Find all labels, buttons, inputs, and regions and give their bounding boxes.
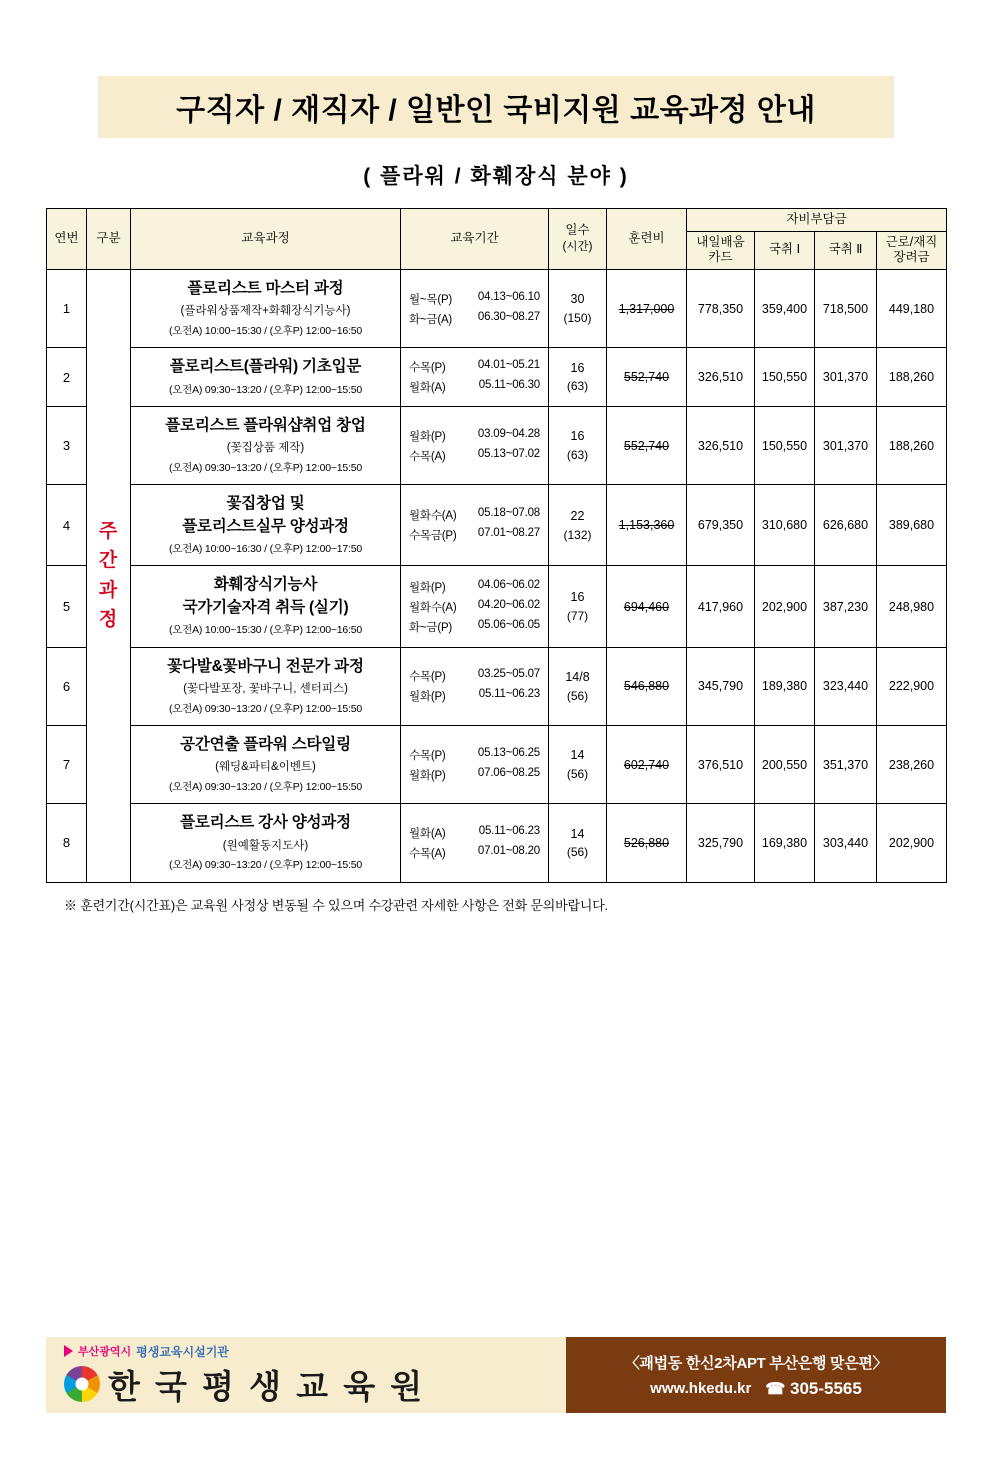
cell-fee	[607, 269, 687, 347]
cell-gov2: 301,370	[815, 406, 877, 484]
day-count: 14/8	[565, 669, 590, 684]
fee-value: 1,153,360	[618, 518, 675, 533]
period-dates: 05.13~07.02	[477, 447, 540, 460]
cell-no: 3	[47, 406, 87, 484]
period-row	[405, 617, 544, 637]
hour-count: (56)	[566, 767, 589, 781]
cell-division	[87, 269, 131, 882]
cell-days	[549, 348, 607, 407]
cell-fee	[607, 566, 687, 647]
th-card-main: 내일배움	[696, 234, 745, 249]
cell-card: 345,790	[687, 647, 755, 725]
course-subtitle: (꽃다발포장, 꽃바구니, 센터피스)	[183, 683, 348, 696]
table-row	[47, 485, 947, 566]
period-row	[405, 823, 544, 843]
cell-fee	[607, 647, 687, 725]
cell-no: 5	[47, 566, 87, 647]
cell-course	[131, 725, 401, 803]
course-time: (오전A) 10:00~15:30 / (오후P) 12:00~16:50	[168, 325, 363, 338]
course-time: (오전A) 09:30~13:20 / (오후P) 12:00~15:50	[168, 702, 363, 715]
cell-card: 778,350	[687, 269, 755, 347]
cell-course	[131, 485, 401, 566]
cell-gov2: 718,500	[815, 269, 877, 347]
hour-count: (132)	[563, 527, 592, 542]
period-row	[405, 289, 544, 309]
cell-days	[549, 566, 607, 647]
course-time: (오전A) 09:30~13:20 / (오후P) 12:00~15:50	[168, 462, 363, 475]
period-days: 월화(P)	[409, 691, 446, 704]
logo-caption	[64, 1343, 566, 1360]
cell-days	[549, 269, 607, 347]
period-dates: 04.01~05.21	[477, 359, 540, 372]
course-time: (오전A) 09:30~13:20 / (오후P) 12:00~15:50	[168, 383, 363, 396]
cell-gov2: 351,370	[815, 725, 877, 803]
cell-days	[549, 485, 607, 566]
course-name: 공간연출 플라워 스타일링	[180, 735, 351, 753]
day-count: 16	[570, 590, 585, 605]
hour-count: (56)	[566, 688, 589, 703]
table-row	[47, 566, 947, 647]
table-row	[47, 348, 947, 407]
cell-fee	[607, 485, 687, 566]
fee-value: 552,740	[623, 370, 670, 385]
cell-days	[549, 725, 607, 803]
cell-gov2: 626,680	[815, 485, 877, 566]
fee-value: 526,880	[623, 835, 670, 850]
cell-no: 2	[47, 348, 87, 407]
period-days: 월~목(P)	[409, 293, 453, 306]
course-time: (오전A) 10:00~16:30 / (오후P) 12:00~17:50	[168, 543, 363, 556]
footer-contact-area	[566, 1337, 946, 1413]
cell-no: 8	[47, 804, 87, 882]
day-count: 14	[570, 826, 585, 841]
cell-gov1: 202,900	[755, 566, 815, 647]
period-days: 화~금(A)	[409, 313, 453, 326]
period-days: 월화(P)	[409, 430, 446, 443]
cell-gov2: 387,230	[815, 566, 877, 647]
footer	[46, 1337, 946, 1413]
cell-course	[131, 566, 401, 647]
cell-no: 6	[47, 647, 87, 725]
course-name: 플로리스트 마스터 과정	[187, 279, 344, 297]
day-count: 30	[570, 292, 585, 307]
period-days: 월화수(A)	[409, 510, 457, 523]
organization-name: 한 국 평 생 교 육 원	[108, 1367, 426, 1405]
th-work-sub: 장려금	[893, 250, 930, 265]
cell-period	[401, 269, 549, 347]
th-course: 교육과정	[131, 209, 401, 270]
logo-caption-city: 부산광역시	[78, 1346, 132, 1358]
course-time: (오전A) 09:30~13:20 / (오후P) 12:00~15:50	[168, 859, 363, 872]
footer-address: 〈괘법동 한신2차APT 부산은행 맞은편〉	[624, 1354, 888, 1372]
course-name: 플로리스트 강사 양성과정	[180, 814, 351, 832]
cell-period	[401, 804, 549, 882]
cell-period	[401, 348, 549, 407]
page-title: 구직자 / 재직자 / 일반인 국비지원 교육과정 안내	[176, 94, 816, 127]
period-days: 수목(P)	[409, 749, 446, 762]
cell-card: 376,510	[687, 725, 755, 803]
day-count: 14	[570, 748, 585, 763]
day-count: 16	[570, 360, 585, 375]
period-days: 월화(P)	[409, 769, 446, 782]
cell-work: 248,980	[877, 566, 947, 647]
table-row	[47, 647, 947, 725]
logo-main	[64, 1361, 566, 1408]
cell-card: 326,510	[687, 348, 755, 407]
course-name: 플로리스트 플라워샵취업 창업	[165, 416, 366, 434]
cell-days	[549, 804, 607, 882]
table-row	[47, 725, 947, 803]
cell-course	[131, 269, 401, 347]
fee-value: 694,460	[623, 599, 670, 614]
cell-gov2: 303,440	[815, 804, 877, 882]
th-selfpay-group: 자비부담금	[687, 209, 947, 232]
period-dates: 06.30~08.27	[477, 310, 540, 323]
th-card	[687, 231, 755, 269]
fee-value: 1,317,000	[618, 301, 675, 316]
division-char: 과	[98, 579, 119, 601]
footnote: ※ 훈련기간(시간표)은 교육원 사정상 변동될 수 있으며 수강관련 자세한 사항은 전화 문의바랍니다.	[64, 897, 608, 913]
cell-gov1: 359,400	[755, 269, 815, 347]
th-card-sub: 카드	[708, 250, 733, 265]
th-days	[549, 209, 607, 270]
hour-count: (77)	[566, 608, 589, 623]
period-dates: 05.13~06.25	[477, 746, 540, 759]
table-row	[47, 269, 947, 347]
cell-card: 417,960	[687, 566, 755, 647]
table-row	[47, 406, 947, 484]
fee-value: 546,880	[623, 679, 670, 694]
fee-value: 552,740	[623, 438, 670, 453]
course-time: (오전A) 09:30~13:20 / (오후P) 12:00~15:50	[168, 781, 363, 794]
period-days: 수목(P)	[409, 362, 446, 375]
course-table	[46, 208, 947, 883]
period-row	[405, 597, 544, 617]
period-dates: 03.09~04.28	[477, 427, 540, 440]
period-days: 수목(P)	[409, 671, 446, 684]
cell-work: 389,680	[877, 485, 947, 566]
cell-days	[549, 647, 607, 725]
period-dates: 05.18~07.08	[477, 507, 540, 520]
th-gov1: 국취 Ⅰ	[755, 231, 815, 269]
cell-period	[401, 725, 549, 803]
cell-period	[401, 566, 549, 647]
phone-number: 305-5565	[789, 1378, 862, 1398]
pinwheel-logo-icon	[64, 1366, 100, 1402]
cell-work: 188,260	[877, 406, 947, 484]
table-header-row-1	[47, 209, 947, 232]
period-row	[405, 309, 544, 329]
course-name-line2: 플로리스트실무 양성과정	[182, 517, 349, 535]
triangle-icon	[64, 1345, 73, 1357]
cell-gov1: 150,550	[755, 348, 815, 407]
cell-gov2: 301,370	[815, 348, 877, 407]
hour-count: (150)	[563, 310, 592, 325]
website-link[interactable]: www.hkedu.kr	[650, 1380, 752, 1397]
page-subtitle: ( 플라워 / 화훼장식 분야 )	[363, 165, 629, 188]
period-row	[405, 843, 544, 863]
cell-course	[131, 804, 401, 882]
cell-no: 7	[47, 725, 87, 803]
th-period: 교육기간	[401, 209, 549, 270]
cell-work: 188,260	[877, 348, 947, 407]
period-row	[405, 357, 544, 377]
cell-card: 326,510	[687, 406, 755, 484]
cell-period	[401, 647, 549, 725]
period-dates: 07.01~08.20	[477, 844, 540, 857]
th-days-main: 일수	[565, 223, 590, 238]
phone-group	[765, 1379, 862, 1399]
period-dates: 04.20~06.02	[477, 598, 540, 611]
course-name: 화훼장식기능사 국가기술자격 취득 (실기)	[135, 574, 396, 619]
th-fee: 훈련비	[607, 209, 687, 270]
course-subtitle: (플라워상품제작+화훼장식기능사)	[180, 305, 351, 318]
period-days: 월화(P)	[409, 581, 446, 594]
cell-fee	[607, 348, 687, 407]
period-days: 월화수(A)	[409, 601, 457, 614]
course-name: 꽃집창업 및 플로리스트실무 양성과정	[135, 493, 396, 538]
cell-course	[131, 647, 401, 725]
period-dates: 05.11~06.30	[478, 379, 540, 392]
period-dates: 05.06~06.05	[477, 618, 540, 631]
course-time: (오전A) 10:00~15:30 / (오후P) 12:00~16:50	[168, 624, 363, 637]
period-dates: 05.11~06.23	[478, 688, 540, 701]
th-work	[877, 231, 947, 269]
cell-period	[401, 485, 549, 566]
hour-count: (63)	[566, 447, 589, 462]
cell-gov1: 310,680	[755, 485, 815, 566]
cell-work: 449,180	[877, 269, 947, 347]
cell-course	[131, 348, 401, 407]
period-dates: 07.06~08.25	[477, 766, 540, 779]
period-days: 수목(A)	[409, 450, 446, 463]
period-days: 수목금(P)	[409, 530, 457, 543]
course-subtitle: (원예활동지도사)	[222, 839, 309, 852]
cell-fee	[607, 406, 687, 484]
cell-gov1: 169,380	[755, 804, 815, 882]
cell-course	[131, 406, 401, 484]
period-dates: 07.01~08.27	[477, 527, 540, 540]
period-dates: 05.11~06.23	[478, 824, 540, 837]
period-row	[405, 377, 544, 397]
cell-work: 222,900	[877, 647, 947, 725]
period-days: 월화(A)	[409, 827, 446, 840]
cell-fee	[607, 725, 687, 803]
hour-count: (56)	[566, 845, 589, 860]
title-banner	[98, 76, 894, 138]
period-days: 화~금(P)	[409, 621, 453, 634]
division-char: 주	[98, 520, 119, 542]
fee-value: 602,740	[623, 757, 670, 772]
course-name: 플로리스트(플라워) 기초입문	[169, 358, 362, 376]
period-row	[405, 505, 544, 525]
course-name-line2: 국가기술자격 취득 (실기)	[182, 598, 349, 616]
th-no: 연번	[47, 209, 87, 270]
period-row	[405, 745, 544, 765]
th-days-sub: (시간)	[562, 240, 593, 253]
period-row	[405, 446, 544, 466]
period-row	[405, 765, 544, 785]
course-subtitle: (꽃집상품 제작)	[226, 442, 305, 455]
hour-count: (63)	[566, 379, 589, 394]
cell-work: 238,260	[877, 725, 947, 803]
table-head	[47, 209, 947, 270]
cell-card: 679,350	[687, 485, 755, 566]
period-row	[405, 525, 544, 545]
footer-contact-row	[650, 1379, 862, 1399]
cell-gov2: 323,440	[815, 647, 877, 725]
footer-logo-area	[46, 1337, 566, 1413]
cell-gov1: 200,550	[755, 725, 815, 803]
th-division: 구분	[87, 209, 131, 270]
course-name: 꽃다발&꽃바구니 전문가 과정	[167, 657, 364, 675]
cell-gov1: 150,550	[755, 406, 815, 484]
cell-fee	[607, 804, 687, 882]
cell-work: 202,900	[877, 804, 947, 882]
day-count: 16	[570, 429, 585, 444]
cell-days	[549, 406, 607, 484]
period-days: 월화(A)	[409, 382, 446, 395]
th-gov2: 국취 Ⅱ	[815, 231, 877, 269]
table-row	[47, 804, 947, 882]
phone-icon: ☎	[765, 1380, 786, 1398]
period-row	[405, 666, 544, 686]
cell-period	[401, 406, 549, 484]
period-days: 수목(A)	[409, 847, 446, 860]
period-dates: 04.06~06.02	[477, 578, 540, 591]
course-subtitle: (웨딩&파티&이벤트)	[215, 761, 316, 774]
division-char: 간	[98, 550, 119, 572]
document-page	[0, 76, 992, 1479]
cell-no: 4	[47, 485, 87, 566]
logo-caption-type: 평생교육시설기관	[136, 1344, 229, 1359]
division-char: 정	[98, 609, 119, 631]
table-body	[47, 269, 947, 882]
period-row	[405, 686, 544, 706]
day-count: 22	[570, 508, 585, 523]
cell-no: 1	[47, 269, 87, 347]
period-dates: 03.25~05.07	[477, 668, 540, 681]
cell-gov1: 189,380	[755, 647, 815, 725]
period-row	[405, 426, 544, 446]
period-row	[405, 577, 544, 597]
period-dates: 04.13~06.10	[477, 290, 540, 303]
th-work-main: 근로/재직	[885, 234, 938, 249]
cell-card: 325,790	[687, 804, 755, 882]
